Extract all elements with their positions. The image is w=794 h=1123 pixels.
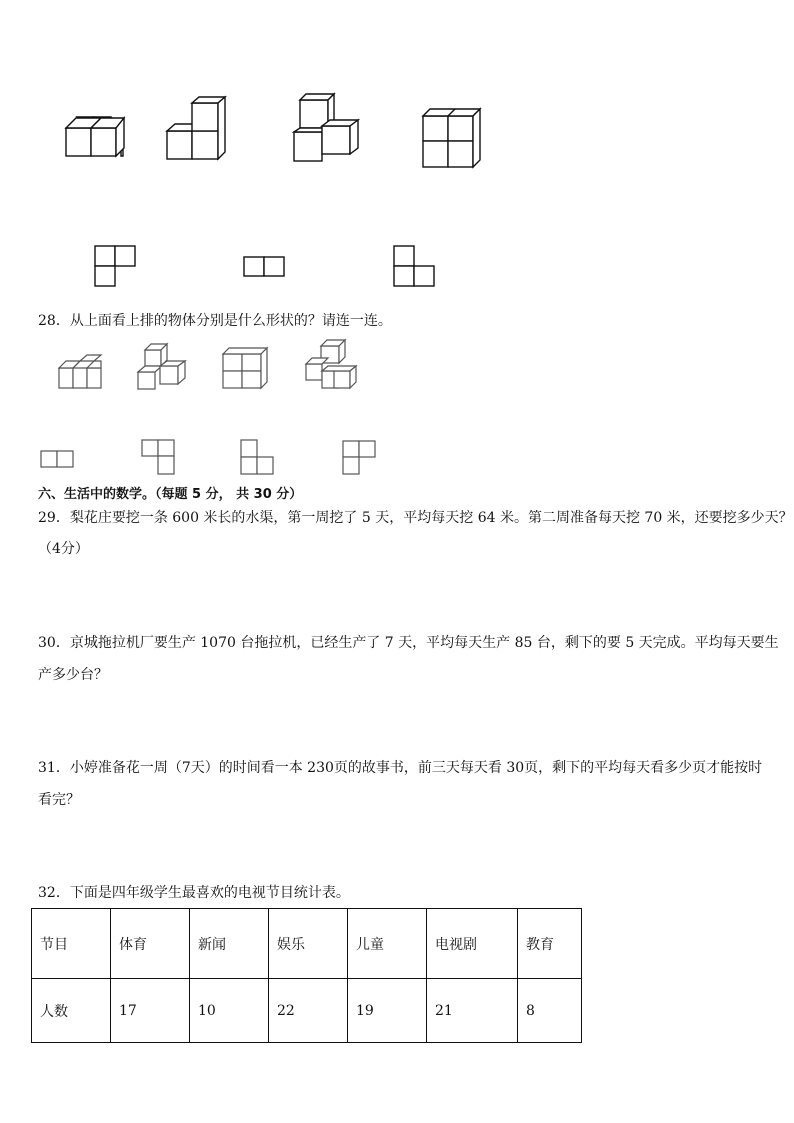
table-cell: 8 xyxy=(518,979,582,1043)
top-view-2 xyxy=(244,257,284,276)
table-cell: 10 xyxy=(190,979,269,1043)
cube-arrangement-figures xyxy=(0,0,794,300)
table-cell: 19 xyxy=(348,979,427,1043)
q28-cube-solid-d xyxy=(306,340,356,388)
question-29-line-2: （4分） xyxy=(38,541,89,557)
table-cell: 新闻 xyxy=(190,909,269,979)
q28-top-view-c xyxy=(241,440,273,474)
question-32-text: 32．下面是四年级学生最喜欢的电视节目统计表。 xyxy=(38,885,350,901)
question-30-line-1: 30．京城拖拉机厂要生产 1070 台拖拉机，已经生产了 7 天，平均每天生产 85 台，剩下的要 5 天完成。平均每天要生 xyxy=(38,635,779,651)
tv-program-stats-table xyxy=(31,908,582,1043)
q28-cube-solid-b xyxy=(138,344,185,389)
table-cell: 22 xyxy=(269,979,348,1043)
table-cell: 儿童 xyxy=(348,909,427,979)
table-row xyxy=(32,979,582,1043)
q28-cube-solid-c xyxy=(223,348,267,388)
top-view-1 xyxy=(95,246,135,286)
table-cell: 教育 xyxy=(518,909,582,979)
q28-top-view-a xyxy=(41,451,73,467)
question-29-line-1: 29．梨花庄要挖一条 600 米长的水渠，第一周挖了 5 天，平均每天挖 64 米。第二周准备每天挖 70 米，还要挖多少天？ xyxy=(38,510,793,526)
q28-top-view-d xyxy=(343,441,375,474)
table-cell: 21 xyxy=(427,979,518,1043)
table-cell: 电视剧 xyxy=(427,909,518,979)
q28-figures xyxy=(0,330,420,494)
question-31-line-2: 看完？ xyxy=(38,792,80,808)
question-31-line-1: 31．小婷准备花一周（7天）的时间看一本 230页的故事书，前三天每天看 30页，剩下的平均每天看多少页才能按时 xyxy=(38,760,763,776)
top-cube-figures xyxy=(0,0,794,304)
top-view-3 xyxy=(394,246,434,286)
table-cell: 娱乐 xyxy=(269,909,348,979)
table-header-row xyxy=(32,909,582,979)
cube-figure-2 xyxy=(167,97,225,159)
cube-figure-3 xyxy=(294,94,358,161)
section-6-title: 六、生活中的数学。（每题 5 分， 共 30 分） xyxy=(38,487,303,502)
question-30-line-2: 产多少台？ xyxy=(38,667,108,683)
question-28-text: 28．从上面看上排的物体分别是什么形状的？请连一连。 xyxy=(38,313,392,329)
q28-cube-figures xyxy=(0,330,420,490)
cube-figure-1 xyxy=(66,117,124,156)
table-cell: 节目 xyxy=(32,909,111,979)
cube-figure-4 xyxy=(423,109,480,167)
q28-top-view-b xyxy=(142,440,174,474)
q28-cube-solid-a xyxy=(59,355,101,388)
table-cell: 体育 xyxy=(111,909,190,979)
table-cell: 人数 xyxy=(32,979,111,1043)
table-cell: 17 xyxy=(111,979,190,1043)
